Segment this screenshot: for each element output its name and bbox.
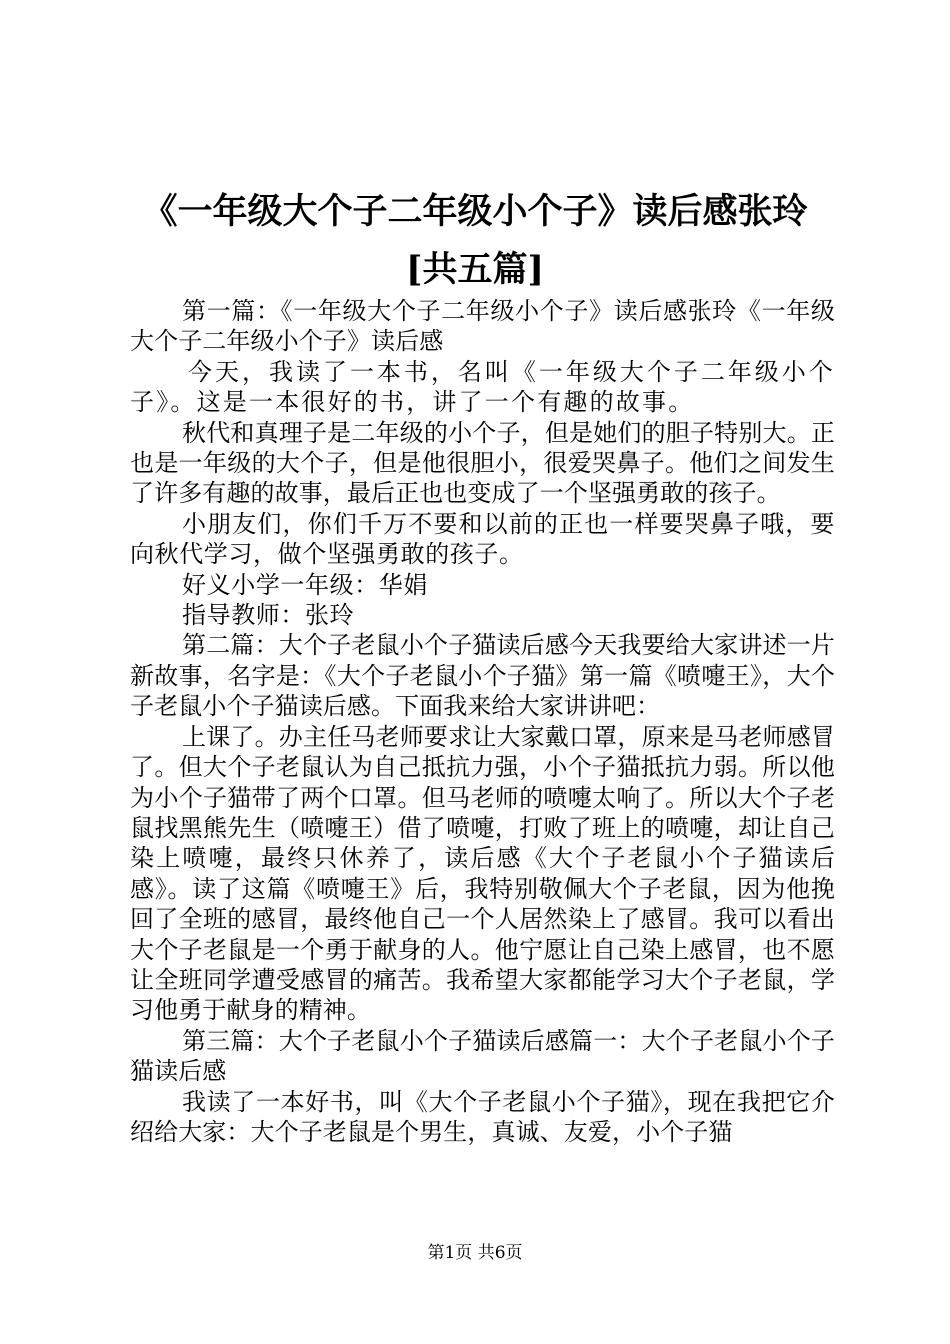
paragraph-1: 第一篇：《一年级大个子二年级小个子》读后感张玲《一年级大个子二年级小个子》读后感 xyxy=(130,297,835,356)
page-footer: 第1页 共6页 xyxy=(427,1243,523,1263)
paragraph-10: 我读了一本好书，叫《大个子老鼠小个子猫》，现在我把它介绍给大家：大个子老鼠是个男生，真诚、友爱，小个子猫 xyxy=(130,1087,835,1146)
paragraph-6: 指导教师：张玲 xyxy=(182,601,355,630)
paragraph-7: 第二篇：大个子老鼠小个子猫读后感今天我要给大家讲述一片新故事，名字是：《大个子老鼠小个子猫》第一篇《喷嚏王》，大个子老鼠小个子猫读后感。下面我来给大家讲讲吧： xyxy=(130,631,835,721)
paragraph-3: 秋代和真理子是二年级的小个子，但是她们的胆子特别大。正也是一年级的大个子，但是他很胆小，很爱哭鼻子。他们之间发生了许多有趣的故事，最后正也也变成了一个坚强勇敢的孩子。 xyxy=(130,418,835,508)
paragraph-8: 上课了。办主任马老师要求让大家戴口罩，原来是马老师感冒了。但大个子老鼠认为自己抵抗力强，小个子猫抵抗力弱。所以他为小个子猫带了两个口罩。但马老师的喷嚏太响了。所以大个子老鼠找黑熊先生（喷嚏王）借了喷嚏，打败了班上的喷嚏，却让自己染上喷嚏，最终只休养了，读后感《大个子老鼠小个子猫读后感》。读了这篇《喷嚏王》后，我特别敬佩大个子老鼠，因为他挽回了全班的感冒，最终他自己一个人居然染上了感冒。我可以看出大个子老鼠是一个勇于献身的人。他宁愿让自己染上感冒，也不愿让全班同学遭受感冒的痛苦。我希望大家都能学习大个子老鼠，学习他勇于献身的精神。 xyxy=(130,722,835,1025)
document-body xyxy=(130,296,835,1147)
paragraph-4: 小朋友们，你们千万不要和以前的正也一样要哭鼻子哦，要向秋代学习，做个坚强勇敢的孩子。 xyxy=(130,509,835,569)
document-title: 《一年级大个子二年级小个子》读后感张玲 xyxy=(142,191,808,232)
paragraph-5: 好义小学一年级：华娟 xyxy=(182,570,428,599)
paragraph-9: 第三篇：大个子老鼠小个子猫读后感篇一：大个子老鼠小个子猫读后感 xyxy=(130,1026,835,1086)
document-subtitle: [共五篇] xyxy=(405,249,545,290)
paragraph-2: 今天，我读了一本书，名叫《一年级大个子二年级小个子》。这是一本很好的书，讲了一个有趣的故事。 xyxy=(130,357,835,417)
